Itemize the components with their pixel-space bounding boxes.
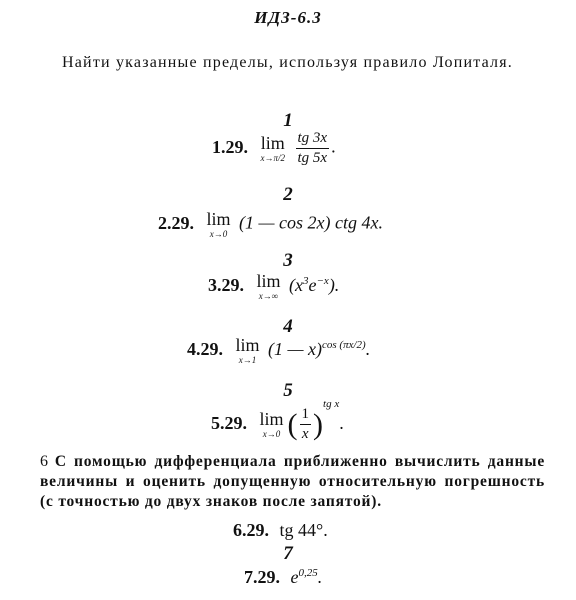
section-number-2: 2 — [283, 184, 293, 205]
section-number-4: 4 — [283, 316, 293, 337]
problem-number: 6.29. — [233, 520, 269, 540]
section-number-7: 7 — [283, 543, 293, 564]
fraction — [300, 406, 312, 443]
numerator: 1 — [300, 406, 312, 425]
problem-number: 5.29. — [211, 413, 247, 433]
limit-operator: lim x→0 — [206, 209, 231, 239]
problem-4-29 — [187, 336, 370, 365]
limit-operator: lim x→1 — [235, 335, 260, 365]
section-6-instructions — [40, 452, 545, 512]
left-paren: ( — [287, 407, 298, 441]
section-number-6: 6 — [40, 453, 49, 470]
section-6-text: С помощью дифференциала приближенно вычислить данные величины и оценить допущенную относительную погрешность (с точностью до двух знаков после запятой). — [40, 453, 545, 510]
section-number-1: 1 — [283, 110, 293, 131]
fraction — [296, 130, 330, 167]
document-title: ИДЗ-6.3 — [254, 8, 322, 27]
right-paren: ) — [313, 407, 324, 441]
problem-3-29 — [208, 272, 339, 301]
limit-operator: lim x→π/2 — [260, 133, 286, 163]
limit-operator: lim x→0 — [259, 409, 284, 440]
problem-6-29 — [233, 520, 328, 541]
section-number-5: 5 — [283, 380, 293, 401]
problem-number: 1.29. — [212, 136, 248, 157]
problem-number: 2.29. — [158, 212, 194, 233]
denominator: tg 5x — [297, 150, 328, 166]
limit-operator: lim x→∞ — [256, 271, 281, 301]
expression: $(x^3e^{-x})$. — [289, 274, 340, 295]
problem-number: 7.29. — [244, 567, 280, 587]
problem-number: 3.29. — [208, 274, 244, 295]
problem-number: 4.29. — [187, 338, 223, 359]
problem-7-29 — [244, 567, 322, 588]
expression: (1 — cos 2x) ctg 4x. — [239, 212, 383, 233]
expression: (1 — x)$^{cos (\pi x/2)}$. — [268, 338, 371, 359]
denominator: x — [301, 426, 309, 443]
punctuation: . — [331, 136, 336, 157]
problem-5-29 — [211, 398, 344, 443]
expression: tg 44°. — [279, 520, 328, 540]
expression: $e^{0,25}$. — [290, 567, 323, 587]
exponent: tg x — [323, 398, 340, 410]
problem-2-29 — [158, 210, 383, 239]
problem-1-29 — [212, 130, 336, 167]
punctuation: . — [339, 413, 344, 433]
numerator: tg 3x — [296, 130, 330, 149]
instructions-text: Найти указанные пределы, используя правило Лопиталя. — [62, 54, 513, 71]
section-number-3: 3 — [283, 250, 293, 271]
